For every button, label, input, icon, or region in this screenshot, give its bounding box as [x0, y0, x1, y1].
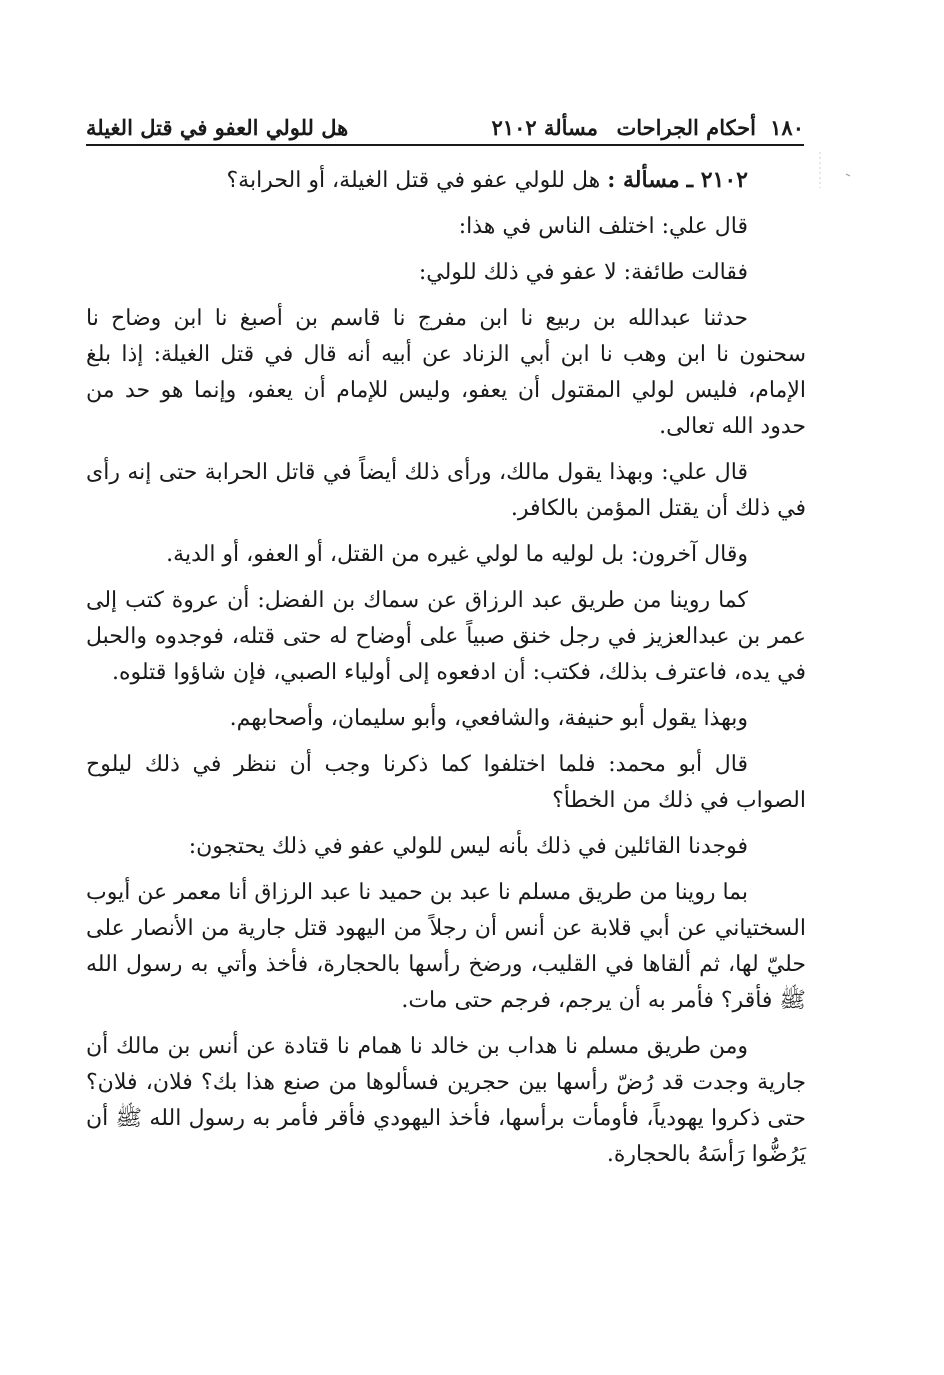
paragraph-issue-heading [86, 162, 806, 199]
issue-question: هل للولي عفو في قتل الغيلة، أو الحرابة؟ [226, 168, 601, 193]
paragraph: قال أبو محمد: فلما اختلفوا كما ذكرنا وجب أن ننظر في ذلك ليلوح الصواب في ذلك من الخطأ؟ [86, 752, 806, 813]
paragraph: قال علي: وبهذا يقول مالك، ورأى ذلك أيضاً في قاتل الحرابة حتى إنه رأى في ذلك أن يقتل المؤمن بالكافر. [86, 460, 806, 521]
paragraph: فقالت طائفة: لا عفو في ذلك للولي: [418, 260, 748, 285]
paragraph: قال علي: اختلف الناس في هذا: [458, 214, 748, 239]
paragraph: وقال آخرون: بل لوليه ما لولي غيره من القتل، أو العفو، أو الدية. [166, 542, 748, 567]
issue-word: مسألة : [607, 167, 680, 193]
running-header [86, 108, 804, 146]
book-title: أحكام الجراحات [616, 115, 756, 140]
paragraph: كما روينا من طريق عبد الرزاق عن سماك بن الفضل: أن عروة كتب إلى عمر بن عبدالعزيز في رجل خنق صبياً على أوضاح له حتى قتله، فوجدوه والحبل في يده، فاعترف بذلك، فكتب: أن ادفعوه إلى أولياء الصبي، فإن شاؤوا قتلوه. [86, 588, 806, 685]
issue-number: ٢١٠٢ ـ [686, 167, 748, 193]
issue-label: مسألة ٢١٠٢ [491, 115, 598, 140]
chapter-title: هل للولي العفو في قتل الغيلة [86, 115, 349, 140]
paragraph: وبهذا يقول أبو حنيفة، والشافعي، وأبو سليمان، وأصحابهم. [229, 706, 748, 731]
paragraph: فوجدنا القائلين في ذلك بأنه ليس للولي عفو في ذلك يحتجون: [188, 834, 748, 859]
paragraph: حدثنا عبدالله بن ربيع نا ابن مفرج نا قاسم بن أصبغ نا ابن وضاح نا سحنون نا ابن وهب نا ابن أبي الزناد عن أبيه أنه قال في قتل الغيلة: إذا بلغ الإمام، فليس لولي المقتول أن يعفو، وليس للإمام أن يعفو، وإنما هو حد من حدود الله تعالى. [86, 306, 806, 439]
body-text [86, 162, 806, 1183]
paragraph: ومن طريق مسلم نا هداب بن خالد نا همام نا قتادة عن أنس بن مالك أن جارية وجدت قد رُضّ رأسها بين حجرين فسألوها من صنع هذا بك؟ فلان، فلان؟ حتى ذكروا يهودياً، فأومأت برأسها، فأخذ اليهودي فأقر فأمر به رسول الله ﷺ أن يَرُضُّوا رَأسَهُ بالحجارة. [86, 1034, 806, 1167]
paragraph: بما روينا من طريق مسلم نا عبد بن حميد نا عبد الرزاق أنا معمر عن أيوب السختياني عن أبي قلابة عن أنس أن رجلاً من اليهود قتل جارية من الأنصار على حليّ لها، ثم ألقاها في القليب، ورضخ رأسها بالحجارة، فأخذ وأتي به رسول الله ﷺ فأقر؟ فأمر به أن يرجم، فرجم حتى مات. [86, 880, 806, 1013]
margin-marks [812, 150, 852, 190]
page-number: ١٨٠ [770, 115, 804, 140]
